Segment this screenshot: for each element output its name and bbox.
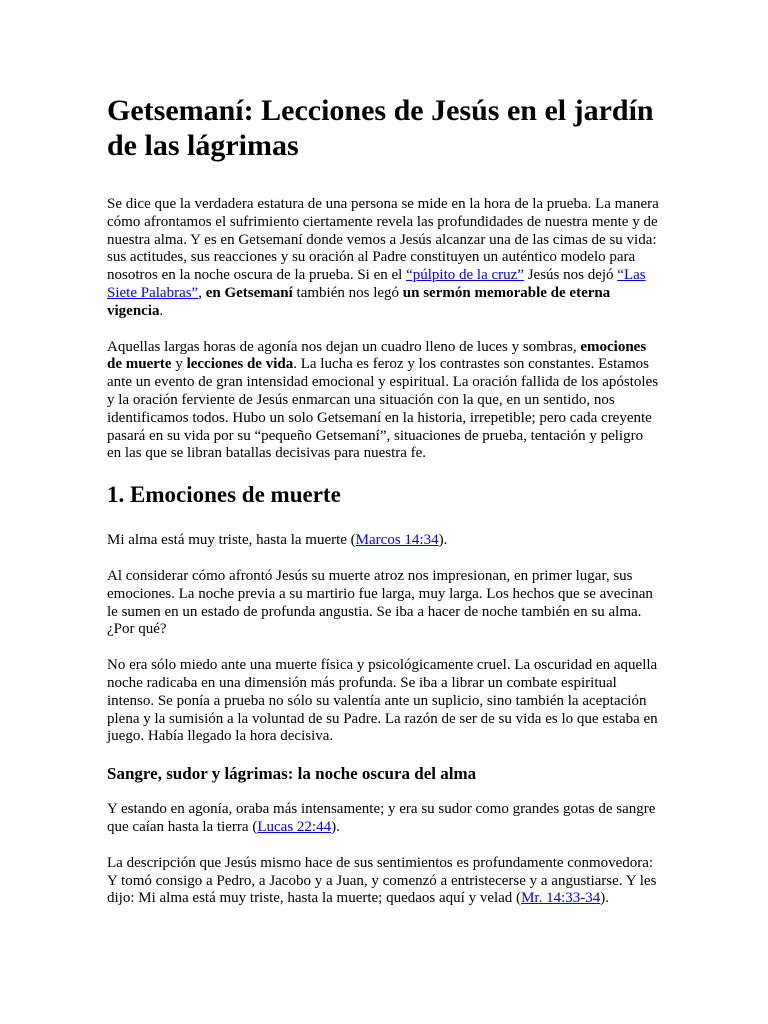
intro-text: . La lucha es feroz y los contrastes son constantes. Estamos ante un evento de gran intensidad emocional y espiritual. La oración fallida de los apóstoles y la oración ferviente de Jesús enmarcan una situación con la que, en un sentido, nos identificamos todos. Hubo un solo Getsemaní en la historia, irrepetible; pero cada creyente pasará en su vida por su “pequeño Getsemaní”, situaciones de prueba, tentación y peligro en las que se libran batallas decisivas para nuestra fe. [107,356,659,462]
bold-text: emociones de muerte [107,338,647,373]
quote-text: Mi alma está muy triste, hasta la muerte ( [107,532,356,549]
intro-paragraph-1 [107,196,660,321]
paragraph-text: ). [331,818,340,835]
intro-text: Se dice que la verdadera estatura de una persona se mide en la hora de la prueba. La manera cómo afrontamos el sufrimiento ciertamente revela las profundidades de nuestra mente y de nuestra alma. Y es en Getsemaní donde vemos a Jesús alcanzar una de las cimas de su vida: sus actitudes, sus reacciones y su oración al Padre constituyen un auténtico modelo para nosotros en la noche oscura de la prueba. Si en el [107,196,659,284]
paragraph-text: La descripción que Jesús mismo hace de sus sentimientos es profundamente conmovedora: Y tomó consigo a Pedro, a Jacobo y a Juan, y comenzó a entristecerse y a angustiarse. Y les dijo: Mi alma está muy triste, hasta la muerte; quedaos aquí y velad ( [107,854,657,907]
section-heading-emociones: 1. Emociones de muerte [107,482,341,508]
marcos-link-2[interactable]: Mr. 14:33-34 [521,890,601,907]
quote-paragraph [107,532,660,550]
page-title: Getsemaní: Lecciones de Jesús en el jardín de las lágrimas [107,94,654,162]
bold-text: lecciones de vida [186,356,294,373]
intro-text: Jesús nos dejó [523,267,618,284]
intro-text: también nos legó [292,284,403,301]
paragraph-text: ). [600,890,609,907]
intro-text: y [171,356,187,373]
siete-palabras-link[interactable]: “Las Siete Palabras” [107,267,646,301]
intro-text: . [159,302,164,319]
bold-text: en Getsemaní [205,284,293,301]
lucas-link[interactable]: Lucas 22:44 [257,818,332,835]
subsection-heading-sangre: Sangre, sudor y lágrimas: la noche oscura del alma [107,764,477,784]
intro-paragraph-2 [107,339,660,464]
section1-paragraph-1: Al considerar cómo afrontó Jesús su muerte atroz nos impresionan, en primer lugar, sus emociones. La noche previa a su martirio fue larga, muy larga. Los hechos que se avecinan le sumen en un estado de profunda angustia. Se iba a hacer de noche también en su alma. ¿Por qué? [107,567,653,638]
subsection-paragraph-2 [107,855,660,908]
paragraph-text: Y estando en agonía, oraba más intensamente; y era su sudor como grandes gotas de sangre que caían hasta la tierra ( [107,801,656,835]
subsection-paragraph-1 [107,801,660,837]
pulpito-link[interactable]: “púlpito de la cruz” [406,267,524,284]
quote-text: ). [438,532,448,549]
marcos-link[interactable]: Marcos 14:34 [355,532,439,549]
section1-paragraph-2: No era sólo miedo ante una muerte física y psicológicamente cruel. La oscuridad en aquella noche radicaba en una dimensión más profunda. Se iba a librar un combate espiritual intenso. Se ponía a prueba no sólo su valentía ante un suplicio, sino también la aceptación plena y la sumisión a la voluntad de su Padre. La razón de ser de su vida es lo que estaba en juego. Había llegado la hora decisiva. [107,657,658,745]
intro-text: Aquellas largas horas de agonía nos dejan un cuadro lleno de luces y sombras, [107,338,581,355]
intro-text: , [198,284,206,301]
bold-text: un sermón memorable de eterna vigencia [107,284,611,319]
